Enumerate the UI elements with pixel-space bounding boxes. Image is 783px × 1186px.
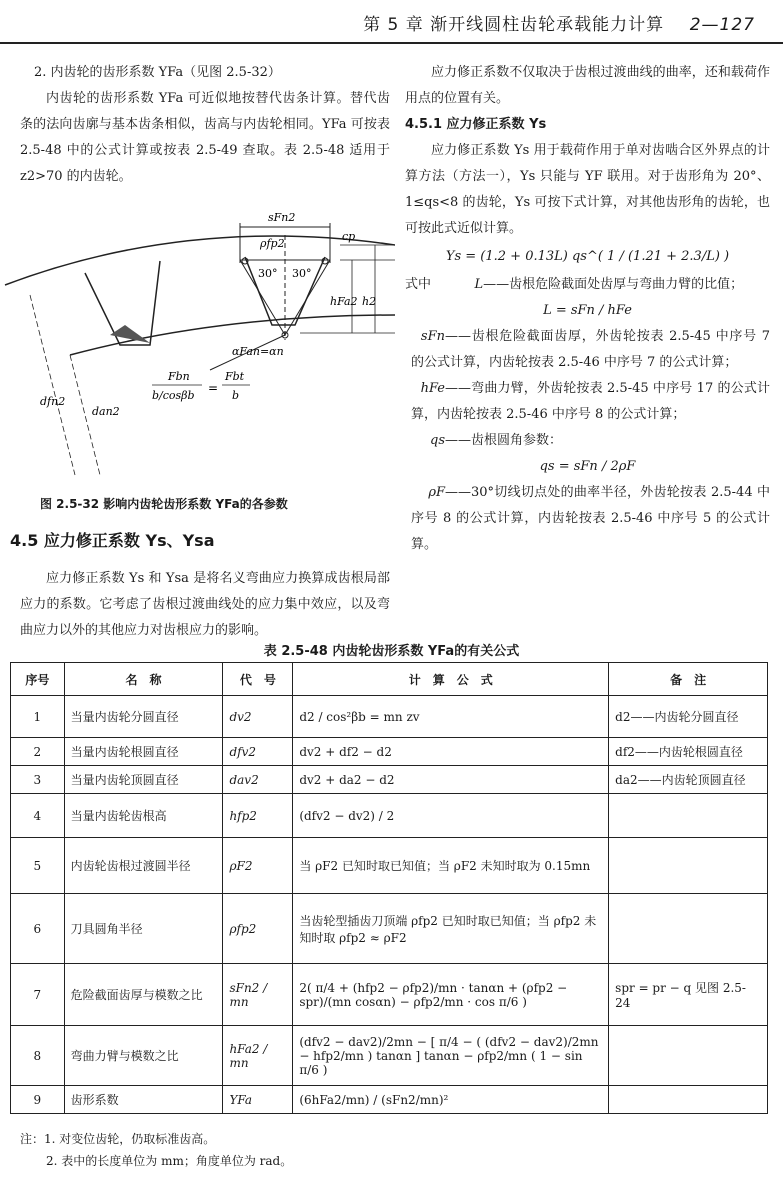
cell-name: 齿形系数 (64, 1086, 223, 1114)
cell-idx: 7 (11, 964, 65, 1026)
cell-idx: 8 (11, 1026, 65, 1086)
cell-name: 危险截面齿厚与模数之比 (64, 964, 223, 1026)
outer-arc (5, 236, 395, 285)
cell-idx: 4 (11, 794, 65, 838)
page-number: 2—127 (689, 15, 755, 35)
label-force-right-num: Fbt (225, 370, 245, 383)
right-intro: 应力修正系数不仅取决于齿根过渡曲线的曲率，还和载荷作用点的位置有关。 (405, 65, 770, 106)
cell-note (609, 1026, 768, 1086)
table-row (11, 738, 768, 766)
cell-note: df2——内齿轮根圆直径 (609, 738, 768, 766)
dfn2-line (30, 295, 75, 475)
cell-name: 当量内齿轮顶圆直径 (64, 766, 223, 794)
cell-formula: 当 ρF2 已知时取已知值；当 ρF2 未知时取为 0.15mn (293, 838, 609, 894)
label-force-right-den: b (232, 389, 240, 402)
def-term: ρF (428, 485, 445, 500)
def-term: hFe (420, 381, 445, 396)
section-4-5-title: 4.5 应力修正系数 Ys、Ysa (10, 531, 215, 550)
where-label: 式中 (405, 277, 432, 292)
header-rule (0, 42, 783, 44)
cell-formula: 2( π/4 + (hfp2 − ρfp2)/mn · tanαn + (ρfp2 − spr)/(mn cosαn) − ρfp2/mn · cos π/6 ) (293, 964, 609, 1026)
note-2: 2. 表中的长度单位为 mm；角度单位为 rad。 (46, 1154, 293, 1168)
def-text: 齿根危险截面处齿厚与弯曲力臂的比值； (509, 277, 744, 292)
def-text: 齿根危险截面齿厚，外齿轮按表 2.5-45 中序号 7 的公式计算，内齿轮按表 2.5-46 中序号 7 的公式计算； (411, 329, 770, 370)
formula-table (10, 662, 768, 1114)
header-name: 名 称 (64, 663, 223, 696)
right-column (405, 60, 770, 558)
cell-symbol: dfv2 (223, 738, 293, 766)
cell-symbol: hfp2 (223, 794, 293, 838)
table-row (11, 1086, 768, 1114)
cell-note: da2——内齿轮顶圆直径 (609, 766, 768, 794)
table-title: 表 2.5-48 内齿轮齿形系数 YFa的有关公式 (263, 644, 520, 659)
label-dfn2: dfn2 (40, 395, 66, 408)
page-header (0, 0, 783, 40)
cell-note (609, 1086, 768, 1114)
def-text: 弯曲力臂，外齿轮按表 2.5-45 中序号 17 的公式计算，内齿轮按表 2.5-46 中序号 8 的公式计算； (411, 381, 770, 422)
def-text: 30°切线切点处的曲率半径，外齿轮按表 2.5-44 中序号 8 的公式计算，内齿轮按表 2.5-46 中序号 5 的公式计算。 (411, 485, 770, 552)
subsection-2-paragraph: 内齿轮的齿形系数 YFa 可近似地按替代齿条计算。替代齿条的法向齿廓与基本齿条相似，齿高与内齿轮相同。YFa 可按表 2.5-48 中的公式计算或按表 2.5-49 查取。表 2.5-48 适用于 z2>70 的内齿轮。 (20, 91, 390, 184)
table-row (11, 794, 768, 838)
header-text (363, 10, 755, 35)
cell-formula: d2 / cos²βb = mn zv (293, 696, 609, 738)
header-formula: 计 算 公 式 (293, 663, 609, 696)
def-5: qs = sFn / 2ρF (539, 459, 636, 474)
label-dan2: dan2 (92, 405, 120, 418)
figure-caption: 图 2.5-32 影响内齿轮齿形系数 YFa的各参数 (40, 497, 288, 511)
cell-idx: 6 (11, 894, 65, 964)
chapter-title: 第 5 章 渐开线圆柱齿轮承载能力计算 (363, 15, 665, 35)
label-angle-b: 30° (292, 267, 312, 280)
cell-note: d2——内齿轮分圆直径 (609, 696, 768, 738)
label-force-left-num: Fbn (168, 370, 190, 383)
note-1: 注：1. 对变位齿轮，仍取标准齿高。 (20, 1132, 216, 1146)
left-column (20, 60, 390, 190)
ys-formula: Ys = (1.2 + 0.13L) qs^( 1 / (1.21 + 2.3/L) ) (445, 249, 730, 264)
subsection-4-5-1-title: 4.5.1 应力修正系数 Ys (405, 117, 547, 132)
section-4-5-paragraph: 应力修正系数 Ys 和 Ysa 是将名义弯曲应力换算成齿根局部应力的系数。它考虑了齿根过渡曲线处的应力集中效应，以及弯曲应力以外的其他应力对齿根应力的影响。 (20, 571, 390, 638)
cell-symbol: sFn2 / mn (223, 964, 293, 1026)
header-idx: 序号 (11, 663, 65, 696)
label-angle-a: 30° (258, 267, 278, 280)
def-text: 齿根圆角参数： (471, 433, 563, 448)
cell-note (609, 794, 768, 838)
table-row (11, 696, 768, 738)
label-h2: h2 (362, 295, 377, 308)
table-row (11, 838, 768, 894)
cell-name: 当量内齿轮根圆直径 (64, 738, 223, 766)
subsection-2-title: 2. 内齿轮的齿形系数 YFa（见图 2.5-32） (34, 65, 281, 80)
def-6: ρF——30°切线切点处的曲率半径，外齿轮按表 2.5-44 中序号 8 的公式计算，内齿轮按表 2.5-46 中序号 5 的公式计算。 (405, 480, 770, 558)
def-2: sFn——齿根危险截面齿厚，外齿轮按表 2.5-45 中序号 7 的公式计算，内齿轮按表 2.5-46 中序号 7 的公式计算； (405, 324, 770, 376)
cell-note: spr = pr − q 见图 2.5-24 (609, 964, 768, 1026)
figure-2-5-32 (0, 205, 395, 490)
cell-name: 弯曲力臂与模数之比 (64, 1026, 223, 1086)
cell-note (609, 838, 768, 894)
table-row (11, 766, 768, 794)
cell-formula: 当齿轮型插齿刀顶端 ρfp2 已知时取已知值；当 ρfp2 未知时取 ρfp2 ≈ ρF2 (293, 894, 609, 964)
subsection-4-5-1-paragraph: 应力修正系数 Ys 用于载荷作用于单对齿啮合区外界点的计算方法（方法一），Ys 只能与 YF 联用。对于齿形角为 20°、1≤qs<8 的齿轮，Ys 可按下式计算，对其他齿形角的齿轮，也可按此式近似计算。 (405, 143, 770, 236)
label-sfn2: sFn2 (268, 211, 296, 224)
cell-symbol: dav2 (223, 766, 293, 794)
cell-note (609, 894, 768, 964)
cell-name: 刀具圆角半径 (64, 894, 223, 964)
def-3: hFe——弯曲力臂，外齿轮按表 2.5-45 中序号 17 的公式计算，内齿轮按表 2.5-46 中序号 8 的公式计算； (405, 376, 770, 428)
cell-symbol: dv2 (223, 696, 293, 738)
cell-symbol: ρF2 (223, 838, 293, 894)
cell-formula: (dfv2 − dav2)/2mn − [ π/4 − ( (dfv2 − dav2)/2mn − hfp2/mn ) tanαn ] tanαn − ρfp2/mn ( 1 − sin π/6 ) (293, 1026, 609, 1086)
label-hfa2: hFa2 (330, 295, 358, 308)
def-1: L = sFn / hFe (543, 303, 632, 318)
label-alpha: αFan=αn (232, 345, 284, 358)
def-term: sFn (420, 329, 445, 344)
cell-name: 内齿轮齿根过渡圆半径 (64, 838, 223, 894)
cell-symbol: hFa2 / mn (223, 1026, 293, 1086)
definition-list (405, 272, 770, 558)
cell-formula: (dfv2 − dv2) / 2 (293, 794, 609, 838)
cell-formula: dv2 + da2 − d2 (293, 766, 609, 794)
cell-idx: 2 (11, 738, 65, 766)
header-note: 备 注 (609, 663, 768, 696)
def-term: L (474, 277, 484, 292)
header-symbol: 代 号 (223, 663, 293, 696)
table-notes (20, 1128, 760, 1172)
def-0: L——齿根危险截面处齿厚与弯曲力臂的比值； (449, 277, 743, 292)
table-row (11, 894, 768, 964)
label-equals: = (208, 381, 219, 395)
cell-name: 当量内齿轮齿根高 (64, 794, 223, 838)
def-4: qs——齿根圆角参数： (405, 428, 770, 454)
table-header-row (11, 663, 768, 696)
cell-formula: dv2 + df2 − d2 (293, 738, 609, 766)
cell-idx: 3 (11, 766, 65, 794)
table-row (11, 1026, 768, 1086)
label-cp: cp (342, 230, 356, 243)
def-term: qs (430, 433, 445, 448)
table-row (11, 964, 768, 1026)
cell-idx: 9 (11, 1086, 65, 1114)
cell-name: 当量内齿轮分圆直径 (64, 696, 223, 738)
cell-symbol: YFa (223, 1086, 293, 1114)
label-rho-fp2: ρfp2 (260, 237, 285, 250)
label-force-left-den: b/cosβb (152, 389, 195, 402)
cell-symbol: ρfp2 (223, 894, 293, 964)
cell-idx: 5 (11, 838, 65, 894)
cell-formula: (6hFa2/mn) / (sFn2/mn)² (293, 1086, 609, 1114)
cell-idx: 1 (11, 696, 65, 738)
